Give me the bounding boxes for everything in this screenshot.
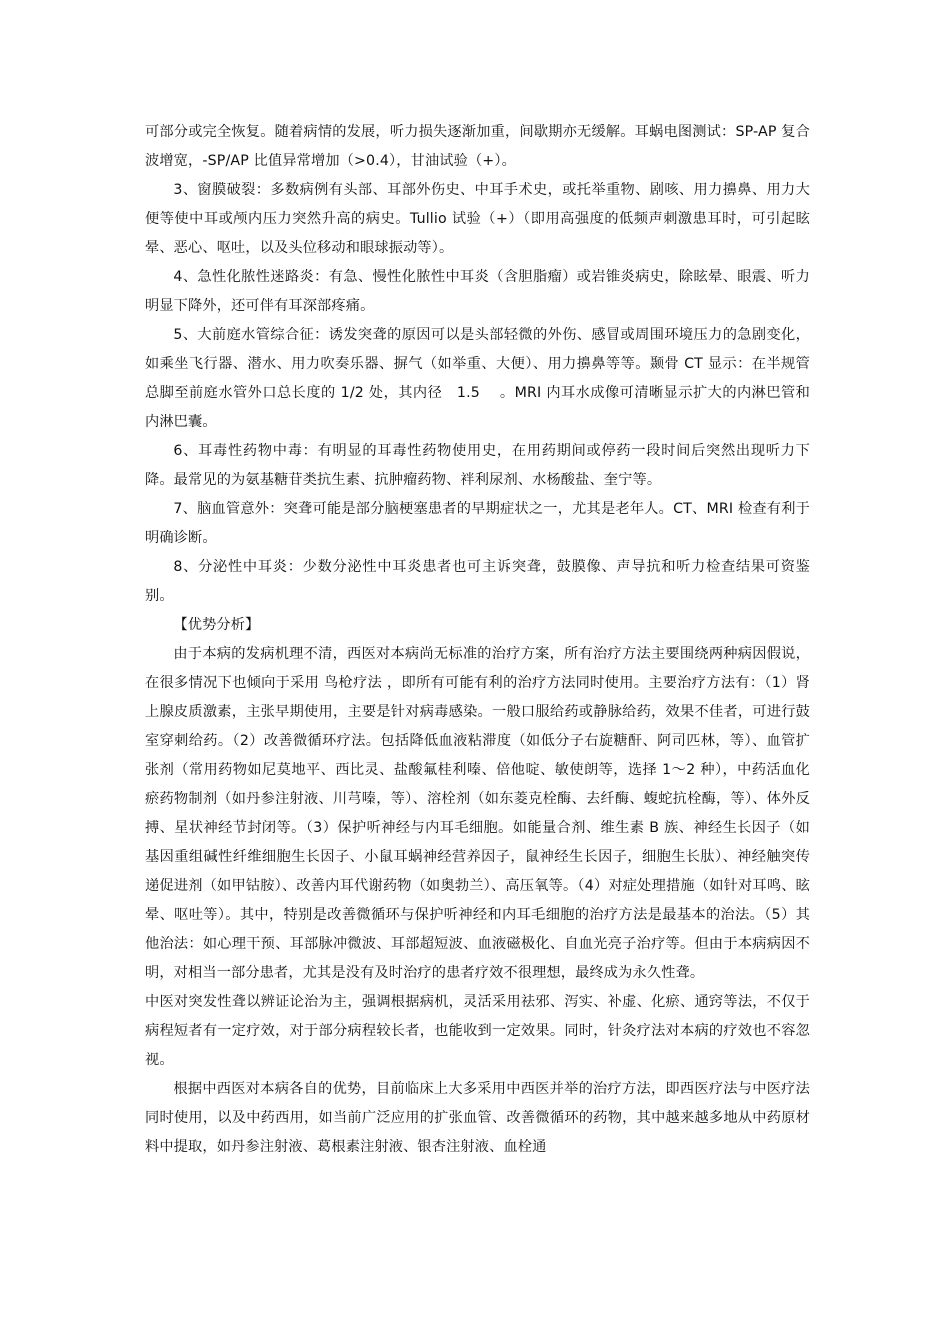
paragraph-continuation: 可部分或完全恢复。随着病情的发展，听力损失逐渐加重，间歇期亦无缓解。耳蜗电图测试：SP-AP 复合波增宽，-SP/AP 比值异常增加（>0.4），甘油试验（+）。 <box>145 124 810 169</box>
paragraph-large-vestibular-aqueduct: 5、大前庭水管综合征：诱发突聋的原因可以是头部轻微的外伤、感冒或周围环境压力的急剧变化，如乘坐飞行器、潜水、用力吹奏乐器、摒气（如举重、大便）、用力擤鼻等等。颞骨 CT 显示：在半规管总脚至前庭水管外口总长度的 1/2 处，其内径 1.5 。MRI 内耳水成像可清晰显示扩大的内淋巴管和内淋巴囊。 <box>145 327 810 430</box>
paragraph-western-treatment: 由于本病的发病机理不清，西医对本病尚无标准的治疗方案，所有治疗方法主要围绕两种病因假说，在很多情况下也倾向于采用 鸟枪疗法 ，即所有可能有利的治疗方法同时使用。主要治疗方法有：（1）肾上腺皮质激素，主张早期使用，主要是针对病毒感染。一般口服给药或静脉给药，效果不佳者，可进行鼓室穿刺给药。（2）改善微循环疗法。包括降低血液粘滞度（如低分子右旋糖酐、阿司匹林，等）、血管扩张剂（常用药物如尼莫地平、西比灵、盐酸氟桂利嗪、倍他啶、敏使朗等，选择 1～2 种），中药活血化瘀药物制剂（如丹参注射液、川芎嗪，等）、溶栓剂（如东菱克栓酶、去纤酶、蝮蛇抗栓酶，等）、体外反搏、星状神经节封闭等。（3）保护听神经与内耳毛细胞。如能量合剂、维生素 B 族、神经生长因子（如基因重组碱性纤维细胞生长因子、小鼠耳蜗神经营养因子，鼠神经生长因子，细胞生长肽）、神经触突传递促进剂（如甲钴胺）、改善内耳代谢药物（如奥勃兰）、高压氧等。（4）对症处理措施（如针对耳鸣、眩晕、呕吐等）。其中，特别是改善微循环与保护听神经和内耳毛细胞的治疗方法是最基本的治法。（5）其他治法：如心理干预、耳部脉冲微波、耳部超短波、血液磁极化、自血光亮子治疗等。但由于本病病因不明，对相当一部分患者，尤其是没有及时治疗的患者疗效不很理想，最终成为永久性聋。 <box>145 646 810 981</box>
paragraph-tcm-treatment: 中医对突发性聋以辨证论治为主，强调根据病机，灵活采用祛邪、泻实、补虚、化瘀、通窍等法，不仅于病程短者有一定疗效，对于部分病程较长者，也能收到一定效果。同时，针灸疗法对本病的疗效也不容忽视。 <box>145 994 810 1068</box>
document-body <box>145 118 810 1162</box>
paragraph-cerebrovascular-accident: 7、脑血管意外：突聋可能是部分脑梗塞患者的早期症状之一，尤其是老年人。CT、MRI 检查有利于明确诊断。 <box>145 501 810 546</box>
paragraph-integrated-treatment: 根据中西医对本病各自的优势，目前临床上大多采用中西医并举的治疗方法，即西医疗法与中医疗法同时使用，以及中药西用，如当前广泛应用的扩张血管、改善微循环的药物，其中越来越多地从中药原材料中提取，如丹参注射液、葛根素注射液、银杏注射液、血栓通 <box>145 1081 810 1155</box>
section-heading-advantage-analysis: 【优势分析】 <box>173 617 260 633</box>
paragraph-window-membrane-rupture: 3、窗膜破裂：多数病例有头部、耳部外伤史、中耳手术史，或托举重物、剧咳、用力擤鼻、用力大便等使中耳或颅内压力突然升高的病史。Tullio 试验（+）（即用高强度的低频声刺激患耳时，可引起眩晕、恶心、呕吐，以及头位移动和眼球振动等）。 <box>145 182 810 256</box>
paragraph-ototoxic-drugs: 6、耳毒性药物中毒：有明显的耳毒性药物使用史，在用药期间或停药一段时间后突然出现听力下降。最常见的为氨基糖苷类抗生素、抗肿瘤药物、袢利尿剂、水杨酸盐、奎宁等。 <box>145 443 810 488</box>
paragraph-suppurative-labyrinthitis: 4、急性化脓性迷路炎：有急、慢性化脓性中耳炎（含胆脂瘤）或岩锥炎病史，除眩晕、眼震、听力明显下降外，还可伴有耳深部疼痛。 <box>145 269 810 314</box>
paragraph-secretory-otitis-media: 8、分泌性中耳炎：少数分泌性中耳炎患者也可主诉突聋，鼓膜像、声导抗和听力检查结果可资鉴别。 <box>145 559 810 604</box>
